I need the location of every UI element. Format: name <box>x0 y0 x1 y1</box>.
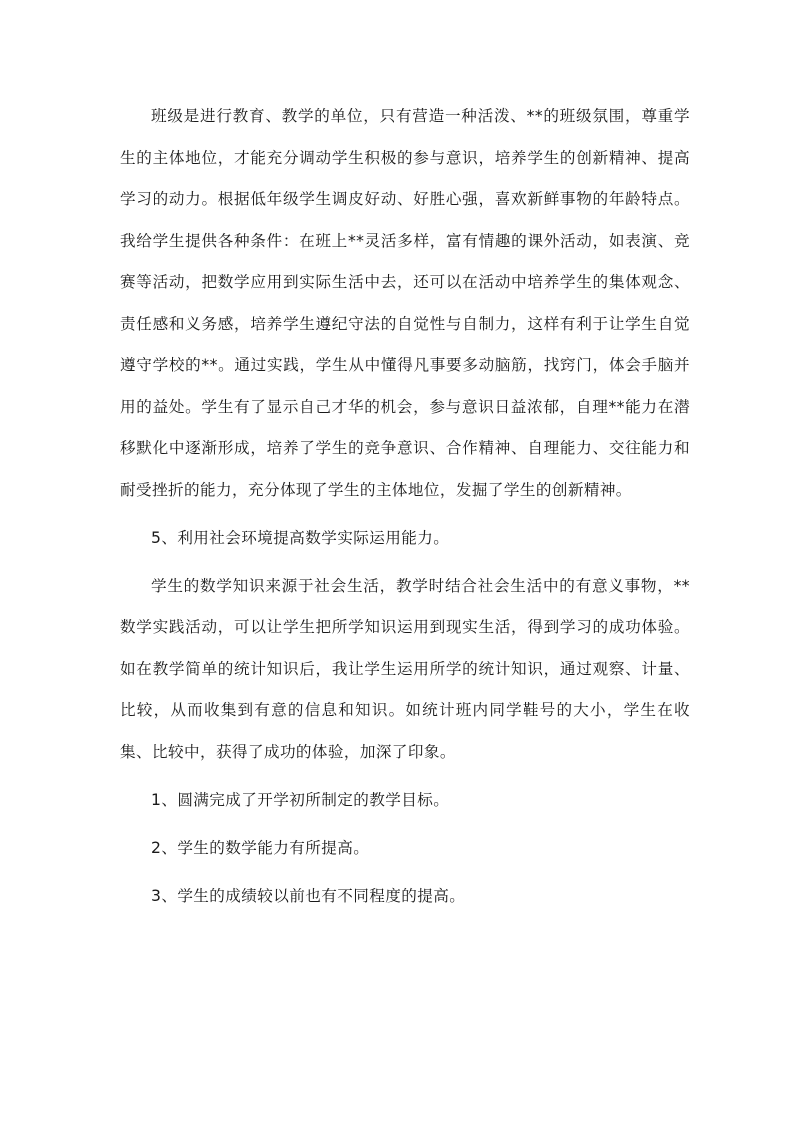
document-body <box>120 96 690 924</box>
list-item-ability-improved: 2、学生的数学能力有所提高。 <box>151 838 370 857</box>
heading-social-environment: 5、利用社会环境提高数学实际运用能力。 <box>151 528 450 547</box>
list-item-goal-completed: 1、圆满完成了开学初所制定的教学目标。 <box>151 790 450 809</box>
paragraph-math-practice: 学生的数学知识来源于社会生活，教学时结合社会生活中的有意义事物，**数学实践活动，可以让学生把所学知识运用到现实生活，得到学习的成功体验。如在教学简单的统计知识后，我让学生运用所学的统计知识，通过观察、计量、比较，从而收集到有意的信息和知识。如统计班内同学鞋号的大小，学生在收集、比较中，获得了成功的体验，加深了印象。 <box>120 576 690 761</box>
list-item-grades-improved: 3、学生的成绩较以前也有不同程度的提高。 <box>151 886 466 905</box>
paragraph-class-atmosphere: 班级是进行教育、教学的单位，只有营造一种活泼、**的班级氛围，尊重学生的主体地位，才能充分调动学生积极的参与意识，培养学生的创新精神、提高学习的动力。根据低年级学生调皮好动、好胜心强，喜欢新鲜事物的年龄特点。我给学生提供各种条件：在班上**灵活多样，富有情趣的课外活动，如表演、竞赛等活动，把数学应用到实际生活中去，还可以在活动中培养学生的集体观念、责任感和义务感，培养学生遵纪守法的自觉性与自制力，这样有利于让学生自觉遵守学校的**。通过实践，学生从中懂得凡事要多动脑筋，找窍门，体会手脑并用的益处。学生有了显示自己才华的机会，参与意识日益浓郁，自理**能力在潜移默化中逐渐形成，培养了学生的竞争意识、合作精神、自理能力、交往能力和耐受挫折的能力，充分体现了学生的主体地位，发掘了学生的创新精神。 <box>120 107 690 499</box>
